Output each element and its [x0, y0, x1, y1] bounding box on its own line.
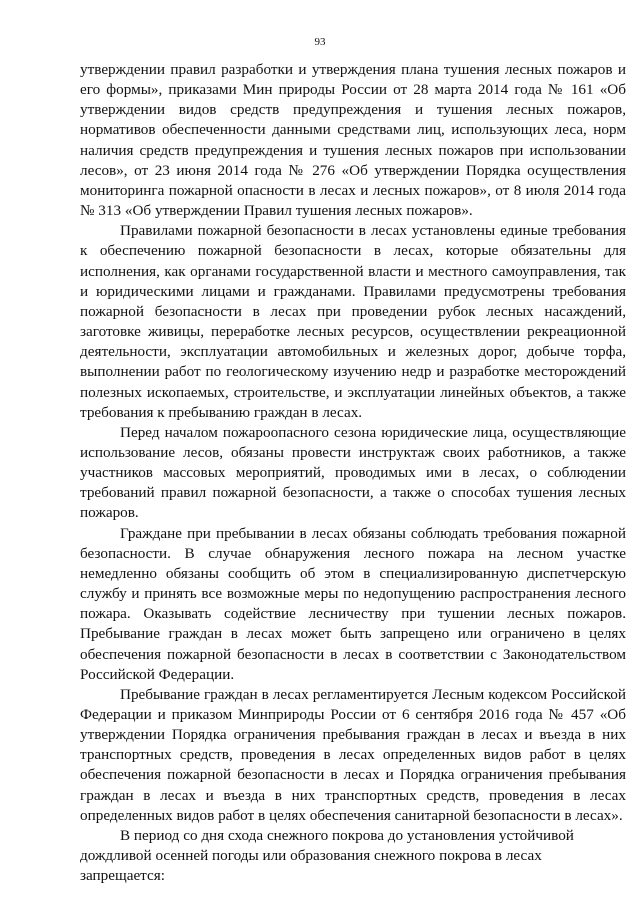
paragraph-stay-regulation: Пребывание граждан в лесах регламентируется Лесным кодексом Российской Федерации и приказом Минприроды России от 6 сентября 2016 года № 457 «Об утверждении Порядка ограничения пребывания граждан в лесах и въезда в них транспортных средств, проведения в лесах определенных видов работ в целях обеспечения пожарной безопасности в лесах и Порядка ограничения пребывания граждан в лесах и въезда в них транспортных средств, проведения в лесах определенных видов работ в целях обеспечения санитарной безопасности в лесах».	[80, 685, 626, 824]
paragraph-citizens-obligations: Граждане при пребывании в лесах обязаны соблюдать требования пожарной безопасности. В случае обнаружения лесного пожара на лесном участке немедленно обязаны сообщить об этом в специализированную диспетчерскую службу и принять все возможные меры по недопущению распространения лесного пожара. Оказывать содействие лесничеству при тушении лесных пожаров. Пребывание граждан в лесах может быть запрещено или ограничено в целях обеспечения пожарной безопасности в лесах в соответствии с Законодательством Российской Федерации.	[80, 524, 626, 683]
page-number: 93	[314, 36, 326, 48]
paragraph-legal-entities-briefing: Перед началом пожароопасного сезона юридические лица, осуществляющие использование лесов, обязаны провести инструктаж своих работников, а также участников массовых мероприятий, проводимых ими в лесах, о соблюдении требований правил пожарной безопасности, а также о способах тушения лесных пожаров.	[80, 423, 626, 522]
document-body	[80, 60, 626, 886]
paragraph-continuation: утверждении правил разработки и утверждения плана тушения лесных пожаров и его формы», приказами Мин природы России от 28 марта 2014 года № 161 «Об утверждении видов средств предупреждения и тушения лесных пожаров, нормативов обеспеченности данными средствами лиц, использующих леса, норм наличия средств предупреждения и тушения лесных пожаров при использовании лесов», от 23 июня 2014 года № 276 «Об утверждении Порядка осуществления мониторинга пожарной опасности в лесах и лесных пожаров», от 8 июля 2014 года № 313 «Об утверждении Правил тушения лесных пожаров».	[80, 61, 626, 220]
paragraph-prohibited-period: В период со дня схода снежного покрова до установления устойчивой дождливой осенней погоды или образования снежного покрова в лесах запрещается:	[80, 826, 574, 885]
paragraph-fire-safety-rules: Правилами пожарной безопасности в лесах установлены единые требования к обеспечению пожарной безопасности в лесах, которые обязательны для исполнения, как органами государственной власти и местного самоуправления, так и юридическими лицами и гражданами. Правилами предусмотрены требования пожарной безопасности в лесах при проведении рубок лесных насаждений, заготовке живицы, переработке лесных ресурсов, осуществлении рекреационной деятельности, эксплуатации автомобильных и железных дорог, добыче торфа, выполнении работ по геологическому изучению недр и разработке месторождений полезных ископаемых, строительстве, и эксплуатации линейных объектов, а также требования к пребыванию граждан в лесах.	[80, 222, 626, 421]
